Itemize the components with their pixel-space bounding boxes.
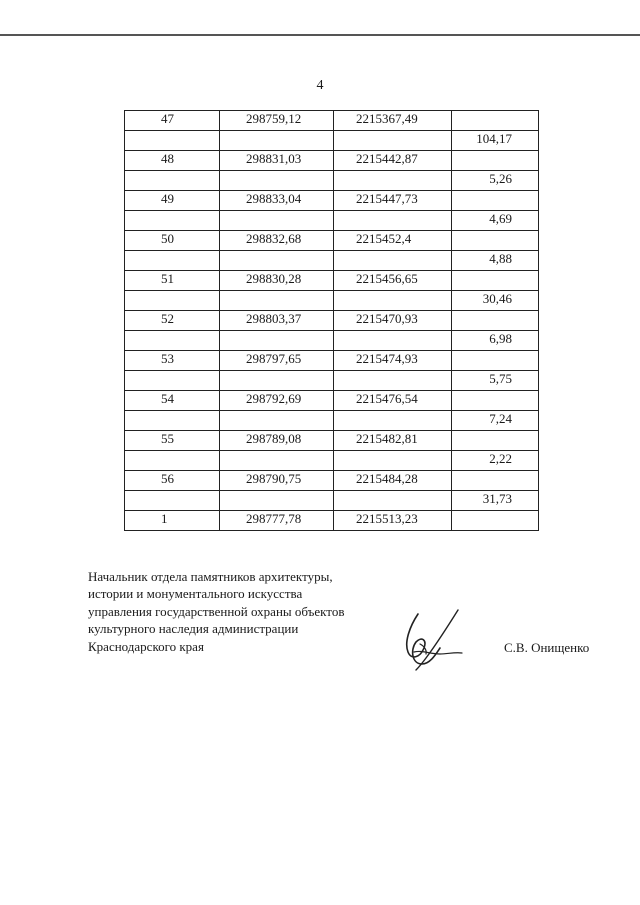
point-number-cell: 51 <box>125 271 220 291</box>
x-coordinate-cell <box>220 251 334 271</box>
x-coordinate-cell: 298789,08 <box>220 431 334 451</box>
point-number-cell <box>125 451 220 471</box>
table-row <box>125 271 539 291</box>
table-row <box>125 471 539 491</box>
y-coordinate-cell: 2215452,4 <box>334 231 452 251</box>
distance-cell <box>452 471 539 491</box>
point-number-cell: 47 <box>125 111 220 131</box>
top-rule <box>0 34 640 36</box>
x-coordinate-cell <box>220 131 334 151</box>
signer-position-line: управления государственной охраны объектов <box>88 603 345 619</box>
table-row <box>125 111 539 131</box>
x-coordinate-cell <box>220 451 334 471</box>
distance-cell <box>452 311 539 331</box>
x-coordinate-cell: 298797,65 <box>220 351 334 371</box>
y-coordinate-cell <box>334 211 452 231</box>
table-row <box>125 371 539 391</box>
distance-cell: 7,24 <box>452 411 539 431</box>
x-coordinate-cell: 298803,37 <box>220 311 334 331</box>
point-number-cell <box>125 251 220 271</box>
y-coordinate-cell: 2215442,87 <box>334 151 452 171</box>
distance-cell: 4,88 <box>452 251 539 271</box>
page-number: 4 <box>316 78 324 93</box>
x-coordinate-cell <box>220 411 334 431</box>
y-coordinate-cell <box>334 411 452 431</box>
distance-cell <box>452 151 539 171</box>
x-coordinate-cell <box>220 491 334 511</box>
y-coordinate-cell <box>334 131 452 151</box>
y-coordinate-cell <box>334 491 452 511</box>
x-coordinate-cell: 298777,78 <box>220 511 334 531</box>
distance-cell: 4,69 <box>452 211 539 231</box>
point-number-cell: 53 <box>125 351 220 371</box>
y-coordinate-cell <box>334 291 452 311</box>
table-row <box>125 511 539 531</box>
y-coordinate-cell: 2215484,28 <box>334 471 452 491</box>
distance-cell <box>452 191 539 211</box>
coordinates-table <box>124 110 539 531</box>
point-number-cell: 56 <box>125 471 220 491</box>
x-coordinate-cell: 298832,68 <box>220 231 334 251</box>
y-coordinate-cell: 2215474,93 <box>334 351 452 371</box>
table-row <box>125 331 539 351</box>
y-coordinate-cell: 2215367,49 <box>334 111 452 131</box>
x-coordinate-cell <box>220 291 334 311</box>
point-number-cell: 50 <box>125 231 220 251</box>
y-coordinate-cell: 2215456,65 <box>334 271 452 291</box>
table-row <box>125 431 539 451</box>
table-row <box>125 211 539 231</box>
y-coordinate-cell <box>334 371 452 391</box>
point-number-cell <box>125 211 220 231</box>
distance-cell: 5,26 <box>452 171 539 191</box>
distance-cell: 31,73 <box>452 491 539 511</box>
x-coordinate-cell: 298831,03 <box>220 151 334 171</box>
distance-cell <box>452 391 539 411</box>
distance-cell: 6,98 <box>452 331 539 351</box>
table-row <box>125 351 539 371</box>
y-coordinate-cell: 2215482,81 <box>334 431 452 451</box>
signer-position-line: Начальник отдела памятников архитектуры, <box>88 569 333 584</box>
point-number-cell <box>125 411 220 431</box>
x-coordinate-cell: 298759,12 <box>220 111 334 131</box>
y-coordinate-cell <box>334 331 452 351</box>
distance-cell <box>452 511 539 531</box>
table-row <box>125 311 539 331</box>
table-row <box>125 291 539 311</box>
table-row <box>125 171 539 191</box>
x-coordinate-cell <box>220 371 334 391</box>
y-coordinate-cell <box>334 251 452 271</box>
y-coordinate-cell: 2215470,93 <box>334 311 452 331</box>
y-coordinate-cell: 2215513,23 <box>334 511 452 531</box>
y-coordinate-cell: 2215476,54 <box>334 391 452 411</box>
point-number-cell: 54 <box>125 391 220 411</box>
x-coordinate-cell: 298790,75 <box>220 471 334 491</box>
distance-cell: 104,17 <box>452 131 539 151</box>
signer-position-line: культурного наследия администрации <box>88 621 299 637</box>
point-number-cell <box>125 371 220 391</box>
table-row <box>125 151 539 171</box>
table-row <box>125 131 539 151</box>
x-coordinate-cell: 298833,04 <box>220 191 334 211</box>
y-coordinate-cell <box>334 171 452 191</box>
signer-name: С.В. Онищенко <box>504 640 590 655</box>
y-coordinate-cell <box>334 451 452 471</box>
signer-position-line: Краснодарского края <box>88 638 204 654</box>
handwritten-signature <box>396 608 468 676</box>
distance-cell <box>452 231 539 251</box>
point-number-cell: 49 <box>125 191 220 211</box>
point-number-cell <box>125 491 220 511</box>
distance-cell: 5,75 <box>452 371 539 391</box>
distance-cell: 30,46 <box>452 291 539 311</box>
point-number-cell <box>125 171 220 191</box>
point-number-cell: 52 <box>125 311 220 331</box>
x-coordinate-cell: 298830,28 <box>220 271 334 291</box>
table-row <box>125 251 539 271</box>
table-row <box>125 491 539 511</box>
x-coordinate-cell <box>220 171 334 191</box>
point-number-cell <box>125 291 220 311</box>
table-row <box>125 231 539 251</box>
point-number-cell: 1 <box>125 511 220 531</box>
distance-cell <box>452 271 539 291</box>
x-coordinate-cell: 298792,69 <box>220 391 334 411</box>
distance-cell: 2,22 <box>452 451 539 471</box>
x-coordinate-cell <box>220 211 334 231</box>
signer-position-line: истории и монументального искусства <box>88 586 303 602</box>
point-number-cell: 48 <box>125 151 220 171</box>
coordinates-table-body <box>125 111 539 531</box>
x-coordinate-cell <box>220 331 334 351</box>
point-number-cell: 55 <box>125 431 220 451</box>
table-row <box>125 191 539 211</box>
point-number-cell <box>125 331 220 351</box>
distance-cell <box>452 431 539 451</box>
distance-cell <box>452 111 539 131</box>
point-number-cell <box>125 131 220 151</box>
signer-position <box>88 568 344 655</box>
table-row <box>125 391 539 411</box>
distance-cell <box>452 351 539 371</box>
y-coordinate-cell: 2215447,73 <box>334 191 452 211</box>
table-row <box>125 451 539 471</box>
table-row <box>125 411 539 431</box>
